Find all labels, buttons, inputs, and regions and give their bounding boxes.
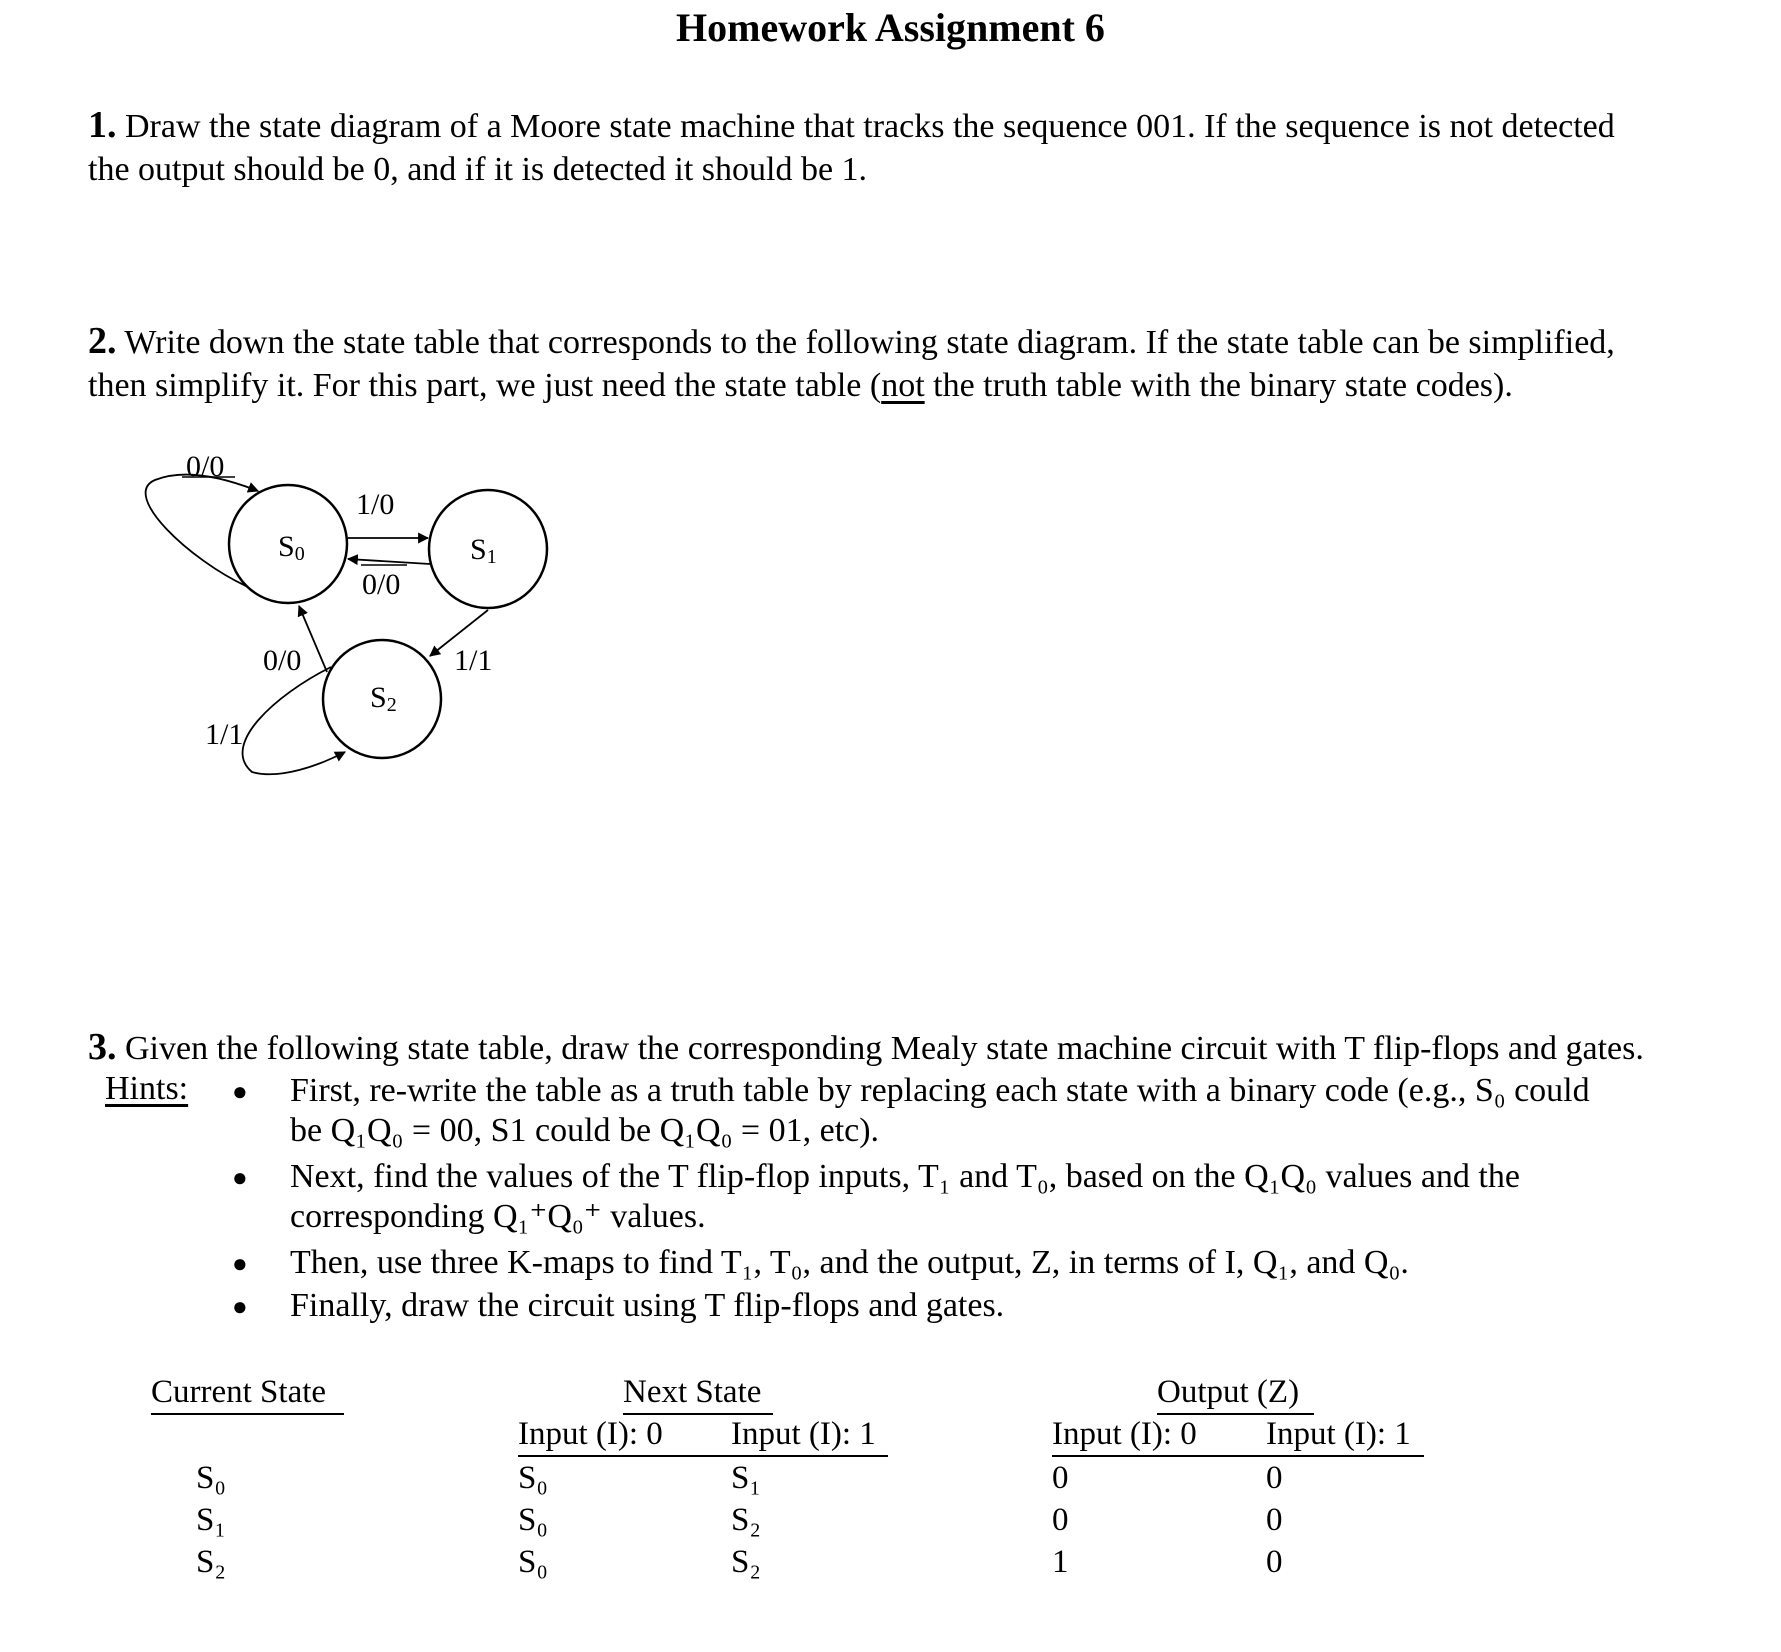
hint-2-line2: corresponding Q₁⁺Q₀⁺ values. xyxy=(290,1198,706,1235)
next-input0-header: Input (I): 0 xyxy=(518,1416,663,1452)
hint-4: Finally, draw the circuit using T flip-flops and gates. xyxy=(290,1287,1005,1324)
next-state-header-underline xyxy=(623,1413,773,1415)
table-row-3-next-i0: S₀ xyxy=(518,1544,548,1580)
transition-s1-s0 xyxy=(348,559,430,564)
table-row-3-current: S₂ xyxy=(196,1544,226,1580)
transition-s2-s2 xyxy=(243,667,345,774)
hint-2-line1: Next, find the values of the T flip-flop inputs, T₁ and T₀, based on the Q₁Q₀ values and the xyxy=(290,1158,1520,1195)
question-2-number: 2. xyxy=(88,320,117,362)
next-input1-header: Input (I): 1 xyxy=(731,1416,876,1452)
table-row-1-out-i1: 0 xyxy=(1266,1460,1283,1496)
hints-label: Hints: xyxy=(105,1070,189,1107)
question-3-intro xyxy=(88,1026,1644,1070)
current-state-header-underline xyxy=(151,1413,344,1415)
hint-bullet-3: ● xyxy=(232,1249,248,1278)
table-row-2-out-i1: 0 xyxy=(1266,1502,1283,1538)
question-2-line2-post: the truth table with the binary state codes). xyxy=(924,367,1513,404)
transition-s2-s2-label: 1/1 xyxy=(205,718,244,751)
output-header: Output (Z) xyxy=(1157,1374,1300,1410)
question-1-line1: Draw the state diagram of a Moore state machine that tracks the sequence 001. If the sequence is not detected xyxy=(125,108,1615,145)
next-inputs-underline xyxy=(518,1455,888,1457)
question-3-text: Given the following state table, draw the corresponding Mealy state machine circuit with T flip-flops and gates. xyxy=(125,1030,1644,1067)
question-2-line1: Write down the state table that corresponds to the following state diagram. If the state table can be simplified, xyxy=(124,324,1615,361)
hint-bullet-4: ● xyxy=(232,1292,248,1321)
question-2-not: not xyxy=(881,367,925,404)
question-3-number: 3. xyxy=(88,1026,117,1068)
table-row-2-next-i1: S₂ xyxy=(731,1502,761,1538)
transition-s0-s0-label: 0/0 xyxy=(186,450,225,483)
transition-s1-s0-label: 0/0 xyxy=(362,568,401,601)
table-row-3-next-i1: S₂ xyxy=(731,1544,761,1580)
table-row-2-current: S₁ xyxy=(196,1502,226,1538)
output-input0-header: Input (I): 0 xyxy=(1052,1416,1197,1452)
table-row-1-current: S₀ xyxy=(196,1460,226,1496)
hint-bullet-2: ● xyxy=(232,1163,248,1192)
hint-2 xyxy=(290,1157,1520,1237)
question-2-line2-pre: then simplify it. For this part, we just need the state table ( xyxy=(88,367,882,404)
hint-bullet-1: ● xyxy=(232,1077,248,1106)
transition-s1-s2-label: 1/1 xyxy=(454,644,493,677)
output-input1-header: Input (I): 1 xyxy=(1266,1416,1411,1452)
transition-s2-s0 xyxy=(299,606,327,672)
table-row-3-out-i0: 1 xyxy=(1052,1544,1069,1580)
table-row-1-next-i1: S₁ xyxy=(731,1460,761,1496)
hint-1-line2: be Q₁Q₀ = 00, S1 could be Q₁Q₀ = 01, etc). xyxy=(290,1112,880,1149)
table-row-1-out-i0: 0 xyxy=(1052,1460,1069,1496)
hint-1-line1: First, re-write the table as a truth table by replacing each state with a binary code (e.g., S₀ could xyxy=(290,1072,1590,1109)
transition-s2-s0-label: 0/0 xyxy=(263,644,302,677)
current-state-header: Current State xyxy=(151,1374,327,1410)
table-row-1-next-i0: S₀ xyxy=(518,1460,548,1496)
output-header-underline xyxy=(1157,1413,1314,1415)
question-1-number: 1. xyxy=(88,104,117,146)
table-row-2-next-i0: S₀ xyxy=(518,1502,548,1538)
state-s0-label: S0 xyxy=(278,530,305,565)
output-inputs-underline xyxy=(1052,1455,1424,1457)
state-s2-label: S2 xyxy=(370,681,397,716)
next-state-header: Next State xyxy=(623,1374,762,1410)
hint-1 xyxy=(290,1071,1590,1151)
transition-s0-s0 xyxy=(146,475,258,586)
question-1-line2: the output should be 0, and if it is detected it should be 1. xyxy=(88,151,868,188)
table-row-2-out-i0: 0 xyxy=(1052,1502,1069,1538)
hint-3: Then, use three K-maps to find T₁, T₀, and the output, Z, in terms of I, Q₁, and Q₀. xyxy=(290,1244,1409,1281)
state-s1-label: S1 xyxy=(470,533,497,568)
table-row-3-out-i1: 0 xyxy=(1266,1544,1283,1580)
transition-s0-s1-label: 1/0 xyxy=(356,488,395,521)
page-title: Homework Assignment 6 xyxy=(676,5,1105,50)
